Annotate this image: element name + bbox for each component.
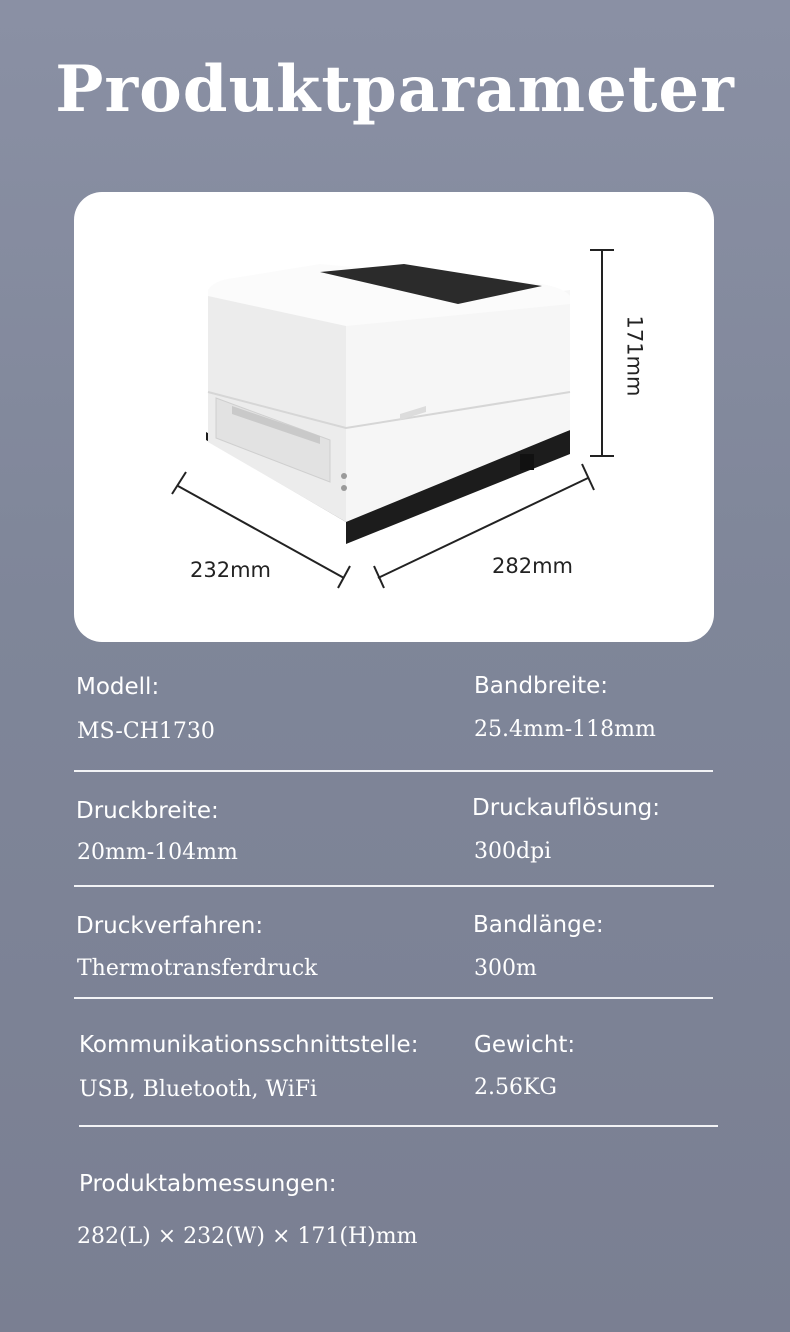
spec-value-weight: 2.56KG bbox=[474, 1075, 557, 1100]
spec-label-ribbon-width: Bandbreite: bbox=[474, 673, 609, 699]
spec-value-print-width: 20mm-104mm bbox=[77, 840, 238, 865]
width-dimension-label: 282mm bbox=[492, 554, 573, 578]
height-dimension-label: 171mm bbox=[622, 315, 647, 397]
spec-label-resolution: Druckauflösung: bbox=[472, 795, 661, 821]
spec-label-ribbon-length: Bandlänge: bbox=[473, 912, 604, 938]
spec-value-model: MS-CH1730 bbox=[77, 719, 215, 744]
spec-label-model: Modell: bbox=[76, 674, 160, 700]
spec-value-ribbon-length: 300m bbox=[474, 956, 537, 981]
divider bbox=[74, 885, 714, 887]
divider bbox=[79, 1125, 718, 1127]
spec-label-print-width: Druckbreite: bbox=[76, 798, 219, 824]
spec-value-print-method: Thermotransferdruck bbox=[77, 956, 318, 981]
spec-label-dimensions: Produktabmessungen: bbox=[79, 1171, 337, 1197]
spec-label-interface: Kommunikationsschnittstelle: bbox=[79, 1032, 419, 1058]
spec-label-weight: Gewicht: bbox=[474, 1032, 576, 1058]
spec-value-dimensions: 282(L) × 232(W) × 171(H)mm bbox=[77, 1224, 418, 1249]
spec-value-ribbon-width: 25.4mm-118mm bbox=[474, 717, 656, 742]
product-image-card bbox=[74, 192, 714, 642]
printer-illustration bbox=[74, 192, 714, 642]
divider bbox=[74, 997, 713, 999]
spec-value-interface: USB, Bluetooth, WiFi bbox=[79, 1077, 318, 1102]
page-title: Produktparameter bbox=[55, 52, 735, 127]
spec-value-resolution: 300dpi bbox=[474, 839, 552, 864]
spec-label-print-method: Druckverfahren: bbox=[76, 913, 264, 939]
depth-dimension-label: 232mm bbox=[190, 558, 271, 582]
divider bbox=[74, 770, 713, 772]
